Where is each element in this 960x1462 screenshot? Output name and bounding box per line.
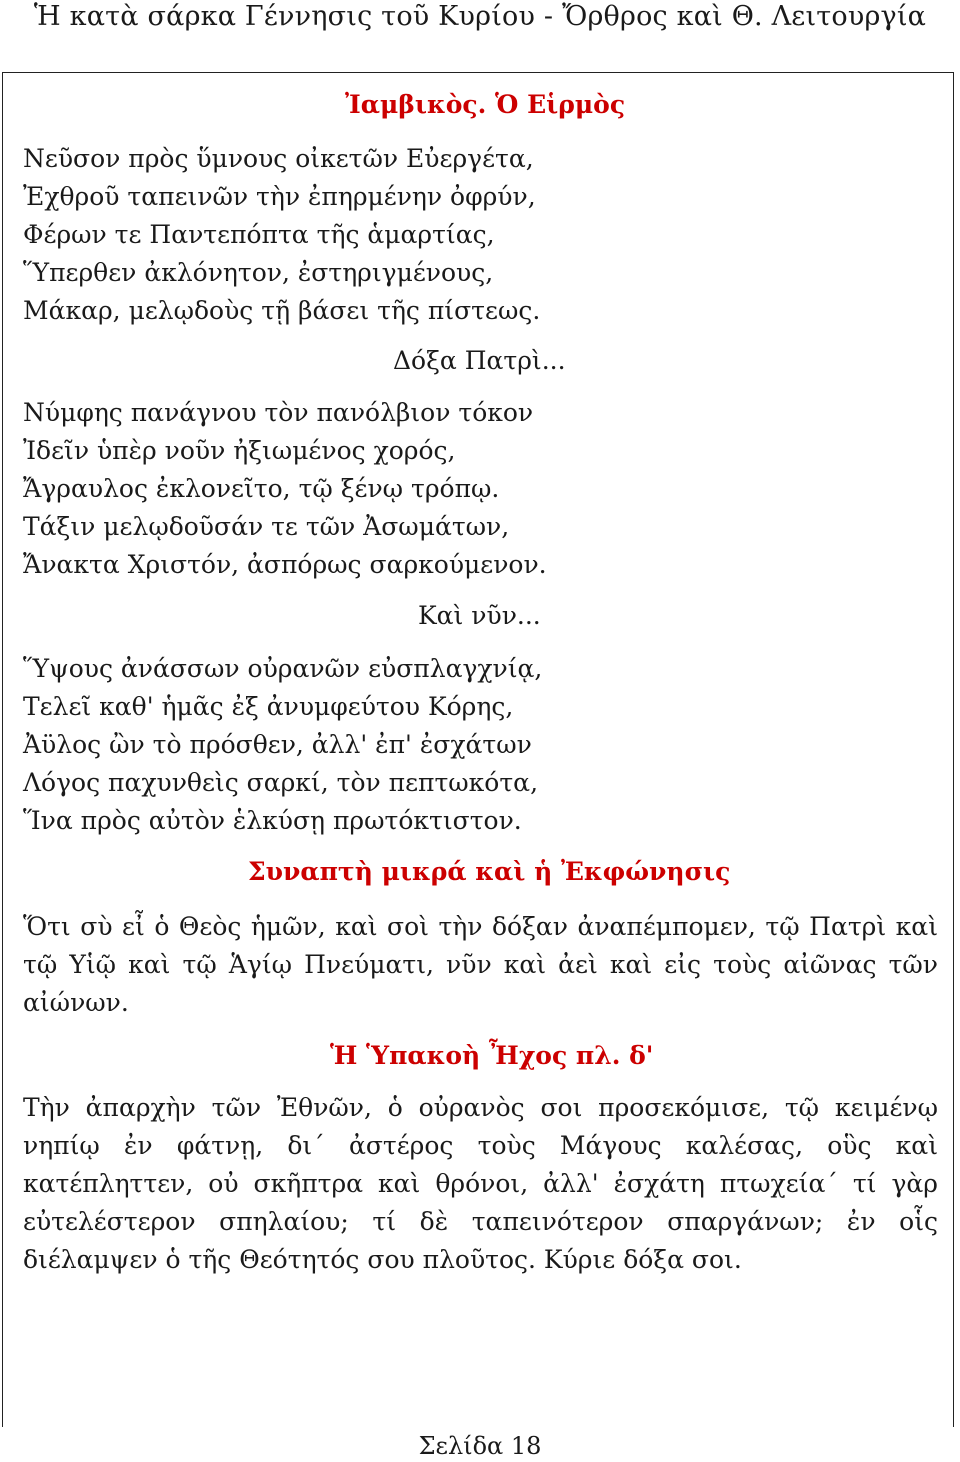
verse-line: Ἰδεῖν ὑπὲρ νοῦν ἠξιωμένος χορός, [23,436,456,465]
verse-line: Τελεῖ καθ' ἡμᾶς ἐξ ἀνυμφεύτου Κόρης, [23,692,514,721]
verse-line: Ἄγραυλος ἐκλονεῖτο, τῷ ξένῳ τρόπῳ. [23,474,500,503]
verse-line: Λόγος παχυνθεὶς σαρκί, τὸν πεπτωκότα, [23,768,539,797]
running-header-title: Ἡ κατὰ σάρκα Γέννησις τοῦ Κυρίου - Ὄρθρος καὶ Θ. Λειτουργία [33,1,927,32]
verse-line: Ἀϋλος ὢν τὸ πρόσθεν, ἀλλ' ἐπ' ἐσχάτων [23,730,532,759]
verse-line: Ὕψους ἀνάσσων οὐρανῶν εὐσπλαγχνίᾳ, [23,654,543,683]
hypakoe-paragraph: Τὴν ἀπαρχὴν τῶν Ἐθνῶν, ὁ οὐρανὸς σοι προσεκόμισε, τῷ κειμένῳ νηπίῳ ἐν φάτνῃ, δι΄ ἀστέρος τοὺς Μάγους καλέσας, οὓς καὶ κατέπληττεν, οὐ σκῆπτρα καὶ θρόνοι, ἀλλ' ἐσχάτη πτωχεία΄ τί γὰρ εὐτελέστερον σπηλαίου; τί δὲ ταπεινότερον σπαργάνων; ἐν οἷς διέλαμψεν ὁ τῆς Θεότητός σου πλοῦτος. Κύριε δόξα σοι. [23,1093,938,1274]
synapte-heading: Συναπτὴ μικρά καὶ ἡ Ἐκφώνησις [248,857,731,886]
kai-nyn-verses [23,650,938,840]
verse-line: Μάκαρ, μελῳδοὺς τῇ βάσει τῆς πίστεως. [23,296,541,325]
ekphonesis-paragraph: Ὅτι σὺ εἶ ὁ Θεὸς ἡμῶν, καὶ σοὶ τὴν δόξαν ἀναπέμπομεν, τῷ Πατρὶ καὶ τῷ Υἱῷ καὶ τῷ Ἁγίῳ Πνεύματι, νῦν καὶ ἀεὶ καὶ εἰς τοὺς αἰῶνας τῶν αἰώνων. [23,912,938,1017]
verse-line: Φέρων τε Παντεπόπτα τῆς ἁμαρτίας, [23,220,495,249]
verse-line: Ἵνα πρὸς αὐτὸν ἑλκύσῃ πρωτόκτιστον. [23,806,522,835]
verse-line: Νύμφης πανάγνου τὸν πανόλβιον τόκον [23,398,534,427]
doxa-verses [23,394,938,584]
heirmos-heading: Ἰαμβικὸς. Ὁ Εἱρμὸς [345,90,626,119]
page-number: Σελίδα 18 [418,1432,542,1460]
doxa-refrain: Δόξα Πατρὶ... [393,346,566,375]
verse-line: Νεῦσον πρὸς ὕμνους οἰκετῶν Εὐεργέτα, [23,144,534,173]
verse-line: Ἄνακτα Χριστόν, ἀσπόρως σαρκούμενον. [23,550,547,579]
kai-nyn-refrain: Καὶ νῦν... [418,601,541,630]
heirmos-verses [23,140,938,330]
hypakoe-heading: Ἡ Ὑπακοὴ Ἦχος πλ. δ' [330,1041,654,1070]
verse-line: Ἐχθροῦ ταπεινῶν τὴν ἐπηρμένην ὀφρύν, [23,182,536,211]
verse-line: Τάξιν μελῳδοῦσάν τε τῶν Ἀσωμάτων, [23,512,510,541]
verse-line: Ὕπερθεν ἀκλόνητον, ἐστηριγμένους, [23,258,494,287]
